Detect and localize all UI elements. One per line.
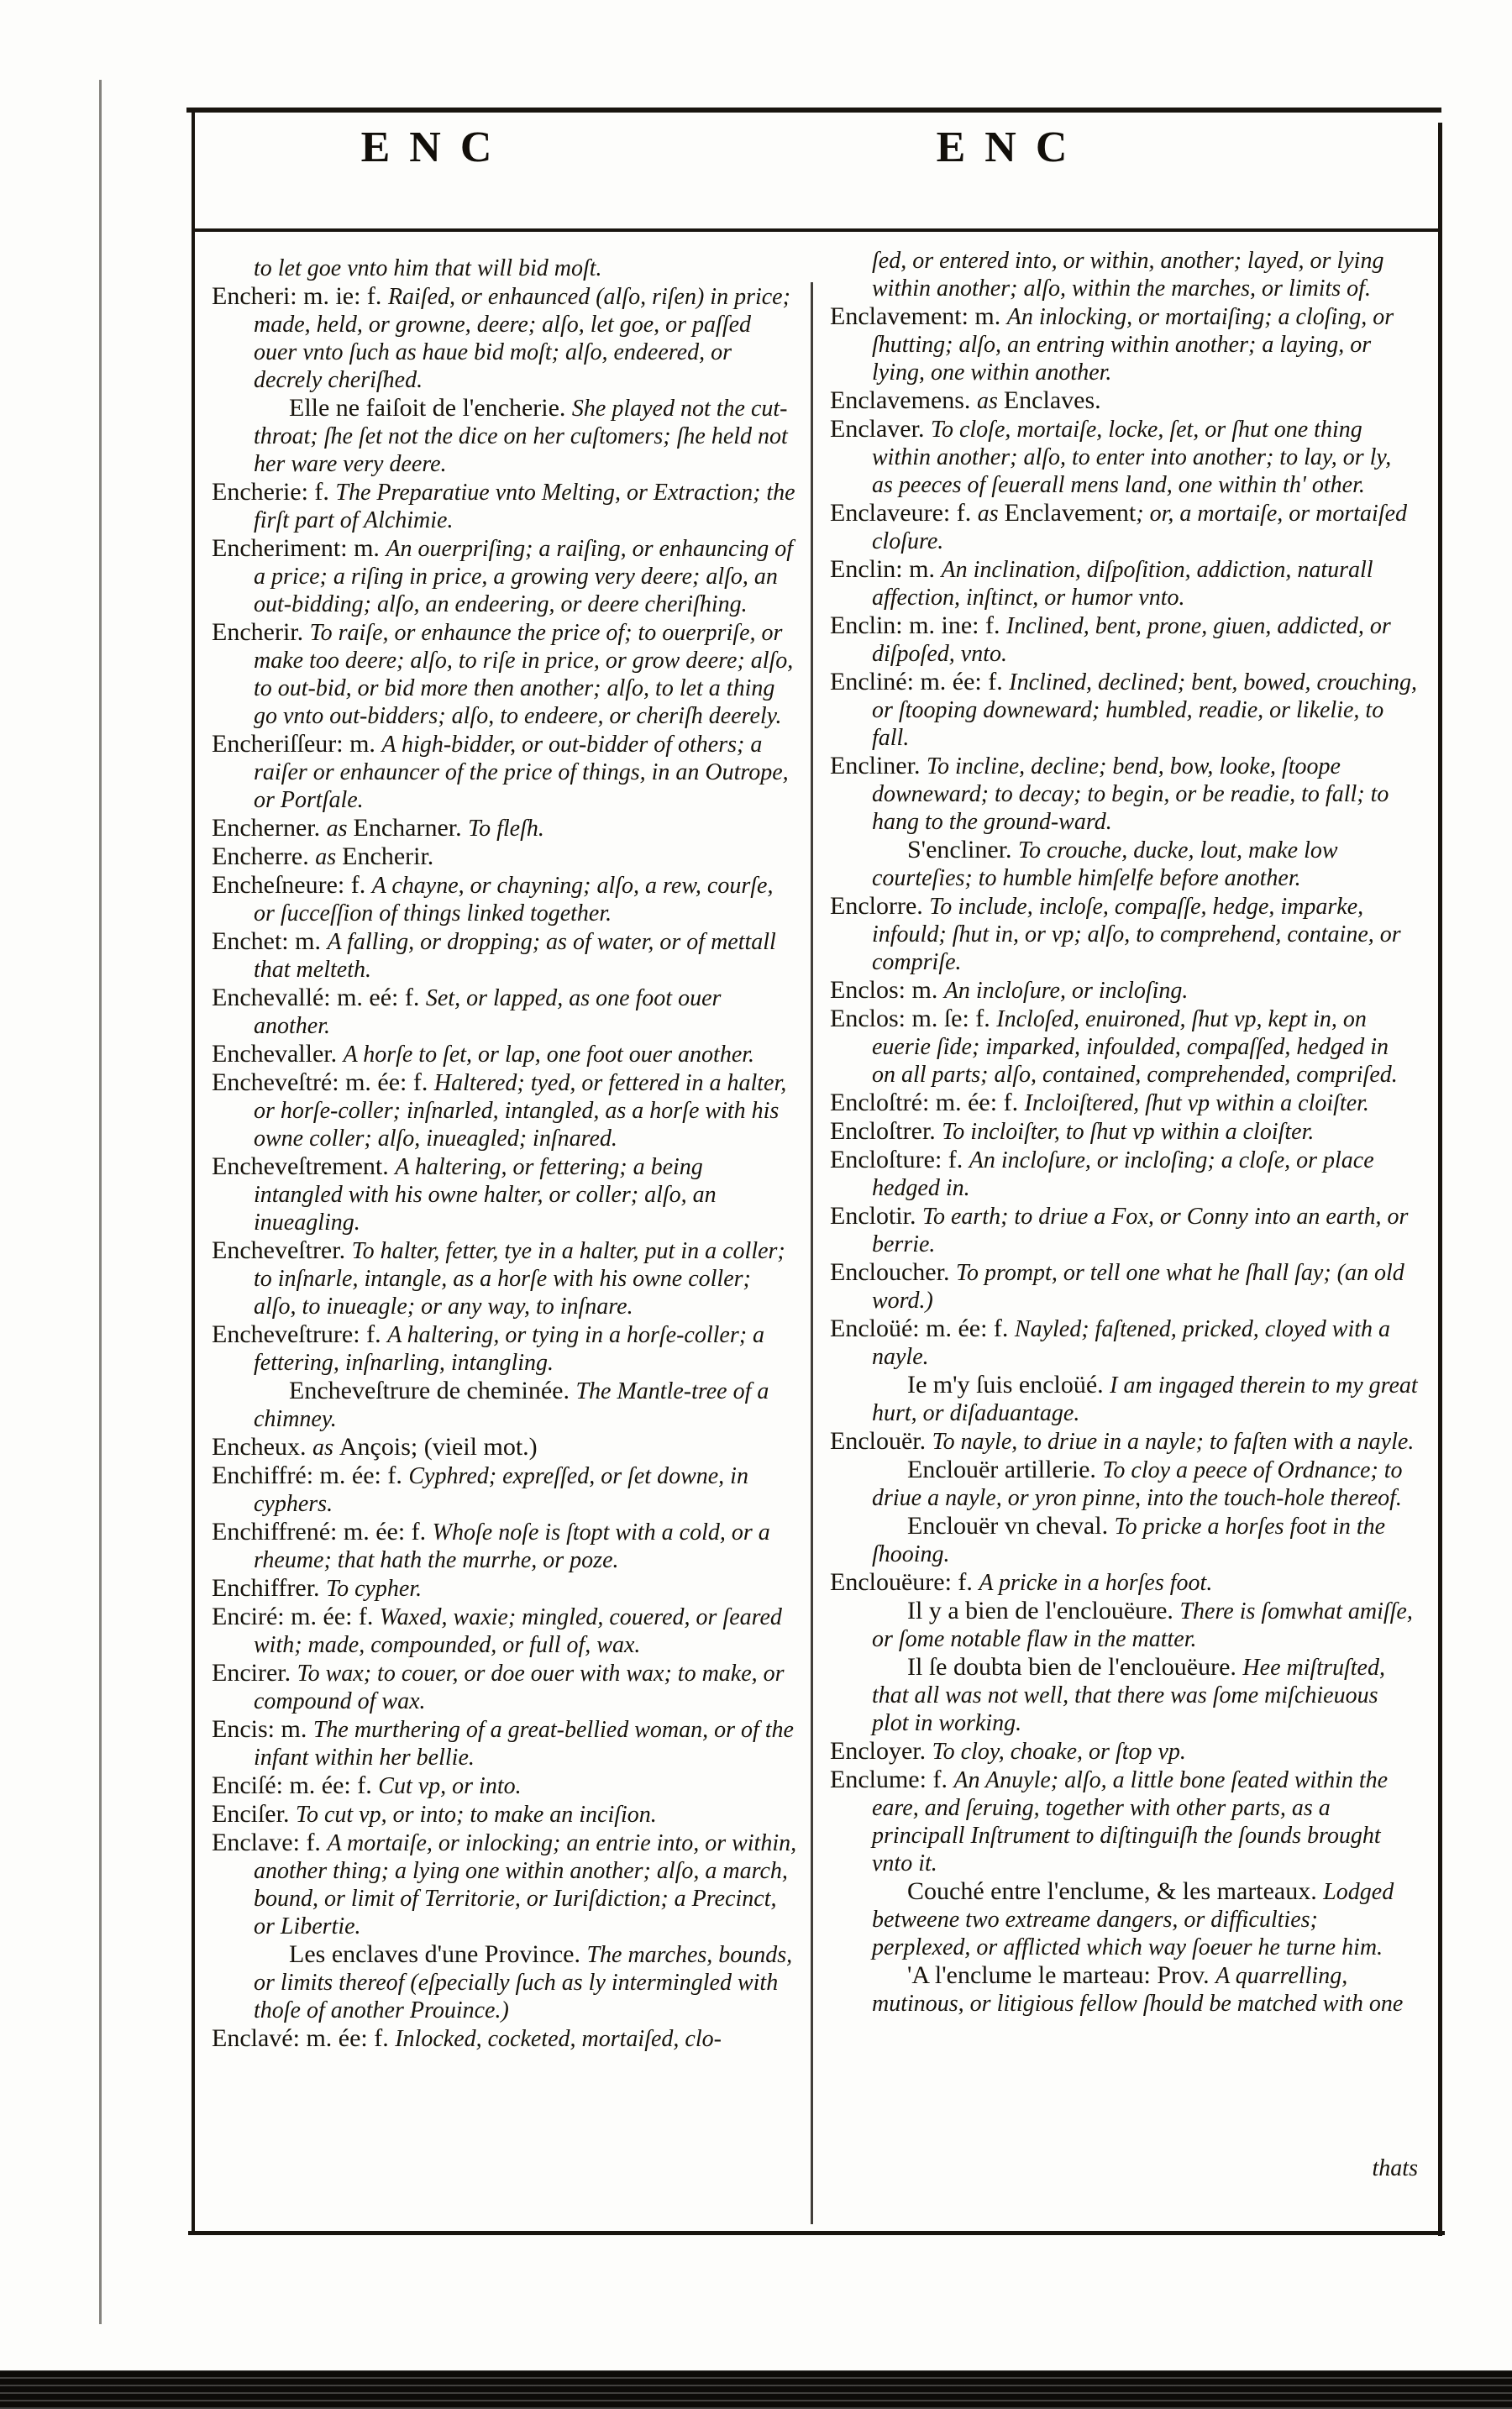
entry-gloss: A quarrelling, mutinous, or litigious fellow ſhould be matched with one <box>872 1963 1404 2017</box>
entry-term: Encheriſſeur: m. <box>212 730 382 758</box>
dict-entry <box>830 668 1418 752</box>
entry-term: Enclavemens. <box>830 386 977 414</box>
entry-gloss: Waxed, waxie; mingled, couered, or ſeared with; made, compounded, or full of, wax. <box>254 1604 782 1658</box>
entry-gloss: Nayled; faſtened, pricked, cloyed with a nayle. <box>872 1316 1391 1370</box>
entry-gloss: A haltering, or tying in a horſe-coller; a fettering, inſnarling, intangling. <box>254 1322 765 1376</box>
dict-entry <box>830 415 1418 499</box>
entry-gloss: An ouerpriſing; a raiſing, or enhauncing of a price; a riſing in price, a growing very deere; alſo, an out-bidding; alſo, an endeering, or deere cheriſhing. <box>254 536 793 617</box>
entry-gloss: Inclined, declined; bent, bowed, crouching, or ſtooping downeward; humbled, readie, or likelie, to fall. <box>872 669 1417 751</box>
entry-term: Encloſture: f. <box>830 1146 969 1173</box>
entry-gloss: An incloſure, or incloſing; a cloſe, or place hedged in. <box>872 1147 1374 1201</box>
entry-term: Enchiffrené: m. ée: f. <box>212 1518 433 1546</box>
dict-entry <box>212 1068 797 1152</box>
entry-gloss: To incline, decline; bend, bow, looke, ſtoope downeward; to decay; to begin, or be readie, to fall; to hang to the ground-ward. <box>872 753 1389 835</box>
entry-term: Enclouër artillerie. <box>907 1456 1103 1483</box>
dict-subentry <box>830 1961 1418 2018</box>
dict-entry <box>212 1771 797 1800</box>
running-head-right: E N C <box>936 123 1072 171</box>
dict-subentry <box>830 1877 1418 1961</box>
entry-gloss: as <box>312 1435 339 1461</box>
entry-term: Encloſtrer. <box>830 1117 942 1145</box>
entry-gloss: Cyphred; expreſſed, or ſet downe, in cyphers. <box>254 1463 748 1517</box>
entry-term: Enclouëure: f. <box>830 1568 979 1596</box>
entry-gloss: To prompt, or tell one what he ſhall ſay; (an old word.) <box>872 1260 1404 1314</box>
scan-bottom-book-edge <box>0 2370 1512 2409</box>
entry-gloss: To nayle, to driue in a nayle; to faſten with a nayle. <box>932 1429 1415 1455</box>
entry-gloss: A chayne, or chayning; alſo, a rew, courſe, or ſucceſſion of things linked together. <box>254 873 774 926</box>
dict-entry <box>830 555 1418 611</box>
dict-entry <box>212 814 797 842</box>
entry-term: Encloſtré: m. ée: f. <box>830 1089 1025 1116</box>
entry-term: Encheveſtrer. <box>212 1236 352 1264</box>
dict-entry <box>830 1089 1418 1117</box>
entry-gloss: A falling, or dropping; as of water, or of mettall that melteth. <box>254 929 776 983</box>
entry-gloss: A haltering, or fettering; a being intangled with his owne halter, or coller; alſo, an inueagling. <box>254 1154 717 1236</box>
entry-continuation <box>212 255 797 282</box>
entry-gloss: An incloſure, or incloſing. <box>943 978 1189 1004</box>
entry-term: Encharner. <box>353 814 469 842</box>
entry-gloss: Hee miſtruſted, that all was not well, that there was ſome miſchieuous plot in working. <box>872 1655 1385 1736</box>
column-left <box>212 255 797 2053</box>
dict-entry <box>830 1202 1418 1258</box>
entry-term: Enclos: m. <box>830 976 944 1004</box>
entry-term: Enciſé: m. ée: f. <box>212 1771 379 1799</box>
entry-term: Enchevallé: m. eé: f. <box>212 984 426 1011</box>
entry-term: Enclaveure: f. <box>830 499 978 527</box>
entry-term: Il y a bien de l'enclouëure. <box>907 1597 1180 1624</box>
dict-entry <box>830 499 1418 555</box>
entry-term: Encloüé: m. ée: f. <box>830 1315 1015 1342</box>
entry-gloss: A high-bidder, or out-bidder of others; a raiſer or enhauncer of the price of things, in an Outrope, or Portſale. <box>254 732 789 813</box>
entry-gloss: To incloiſter, to ſhut vp within a cloiſter. <box>942 1119 1315 1145</box>
dict-entry <box>212 842 797 871</box>
entry-gloss: Inclined, bent, prone, giuen, addicted, or diſpoſed, vnto. <box>872 613 1391 667</box>
entry-gloss: I am ingaged therein to my great hurt, or diſaduantage. <box>872 1372 1418 1426</box>
entry-term: Encherre. <box>212 842 316 870</box>
entry-gloss: To cloſe, mortaiſe, locke, ſet, or ſhut one thing within another; alſo, to enter into another; to lay, or ly, as peeces of ſeuerall mens land, one within th' other. <box>872 417 1392 498</box>
entry-term: Enclume: f. <box>830 1766 954 1793</box>
dict-entry <box>212 1659 797 1715</box>
entry-term: Enclavé: m. ée: f. <box>212 2024 396 2052</box>
dict-entry <box>212 1574 797 1603</box>
dict-entry <box>212 1152 797 1236</box>
entry-gloss: Whoſe noſe is ſtopt with a cold, or a rheume; that hath the murrhe, or poze. <box>254 1519 770 1573</box>
entry-term: Encheri: m. ie: f. <box>212 282 388 310</box>
header-rule <box>193 228 1440 232</box>
entry-term: Encheveſtrure de cheminée. <box>289 1377 576 1404</box>
entry-term: Enchevaller. <box>212 1040 344 1068</box>
entry-term: Encherir. <box>212 618 310 646</box>
dict-entry <box>830 1315 1418 1371</box>
entry-gloss: Haltered; tyed, or fettered in a halter, or horſe-coller; inſnarled, intangled, as a horſe with his owne coller; alſo, inueagled; inſnared. <box>254 1070 787 1152</box>
dict-entry <box>830 1146 1418 1202</box>
entry-term: Enciſer. <box>212 1800 296 1828</box>
dict-subentry <box>830 1597 1418 1653</box>
entry-term: Encherner. <box>212 814 327 842</box>
page-border-left <box>192 108 195 2234</box>
entry-term: Enclos: m. ſe: f. <box>830 1005 997 1032</box>
dict-subentry <box>830 1371 1418 1427</box>
entry-term: Les enclaves d'une Province. <box>289 1940 587 1968</box>
entry-term: Encheveſtrement. <box>212 1152 396 1180</box>
dict-entry <box>212 730 797 814</box>
entry-term: Enclave: f. <box>212 1829 328 1856</box>
entry-gloss: Raiſed, or enhaunced (alſo, riſen) in price; made, held, or growne, deere; alſo, let goe, or paſſed ouer vnto ſuch as haue bid moſt; alſo, endeered, or decrely cheriſhed. <box>254 284 790 393</box>
entry-gloss: Inlocked, cocketed, mortaiſed, clo- <box>395 2026 722 2052</box>
entry-gloss: Set, or lapped, as one foot ouer another. <box>254 985 722 1039</box>
entry-term: Encheriment: m. <box>212 534 386 562</box>
entry-term: Encliné: m. ée: f. <box>830 668 1010 695</box>
dict-entry <box>830 386 1418 415</box>
entry-gloss: To include, incloſe, compaſſe, hedge, imparke, infould; ſhut in, or vp; alſo, to comprehend, containe, or compriſe. <box>872 894 1401 975</box>
column-right <box>830 247 1418 2018</box>
entry-gloss: A pricke in a horſes foot. <box>979 1570 1213 1596</box>
entry-gloss: To cypher. <box>326 1576 423 1602</box>
dict-entry <box>830 1005 1418 1089</box>
dict-entry <box>830 892 1418 976</box>
dict-entry <box>830 1258 1418 1315</box>
dict-entry <box>212 282 797 394</box>
entry-gloss: She played not the cut-throat; ſhe ſet not the dice on her cuſtomers; ſhe held not her ware very deere. <box>254 396 788 477</box>
entry-gloss: Cut vp, or into. <box>378 1773 522 1799</box>
entry-term: Enclorre. <box>830 892 930 920</box>
entry-term: Enciré: m. ée: f. <box>212 1603 380 1630</box>
page-border-bottom <box>188 2231 1445 2235</box>
entry-gloss: To raiſe, or enhaunce the price of; to ouerpriſe, or make too deere; alſo, to riſe in price, or grow deere; alſo, to out-bid, or bid more then another; alſo, to let a thing go vnto out-bidders; alſo, to endeere, or cheriſh deerely. <box>254 620 794 729</box>
entry-gloss: The marches, bounds, or limits thereof (eſpecially ſuch as ly intermingled with thoſe of another Prouince.) <box>254 1942 793 2023</box>
entry-gloss: An inclination, diſpoſition, addiction, naturall affection, inſtinct, or humor vnto. <box>872 557 1373 611</box>
entry-gloss: To wax; to couer, or doe ouer with wax; to make, or compound of wax. <box>254 1661 785 1714</box>
dict-entry <box>212 1320 797 1377</box>
entry-gloss: to let goe vnto him that will bid moſt. <box>254 255 602 281</box>
entry-term: Encheveſtré: m. ée: f. <box>212 1068 434 1096</box>
entry-gloss: To earth; to driue a Fox, or Conny into an earth, or berrie. <box>872 1204 1409 1257</box>
entry-term: Ie m'y ſuis encloüé. <box>907 1371 1110 1399</box>
dict-entry <box>212 1715 797 1771</box>
entry-gloss: as <box>976 388 1004 414</box>
dict-entry <box>212 1462 797 1518</box>
entry-term: Enchiffré: m. ée: f. <box>212 1462 409 1489</box>
dict-entry <box>212 478 797 534</box>
entry-gloss: To cut vp, or into; to make an inciſion. <box>295 1802 657 1828</box>
entry-gloss: To cloy a peece of Ordnance; to driue a nayle, or yron pinne, into the touch-hole thereof. <box>872 1457 1403 1511</box>
catchword: thats <box>1372 2155 1418 2181</box>
entry-gloss: Lodged betweene two extreame dangers, or difficulties; perplexed, or afflicted which way ſoeuer he turne him. <box>872 1879 1394 1960</box>
entry-term: Enclotir. <box>830 1202 922 1230</box>
dict-entry <box>212 1603 797 1659</box>
entry-gloss: An Anuyle; alſo, a little bone ſeated within the eare, and ſeruing, together with other parts, as a principall Inſtrument to diſtinguiſh the ſounds brought vnto it. <box>872 1767 1389 1876</box>
dict-entry <box>212 1829 797 1940</box>
dict-subentry <box>830 1512 1418 1568</box>
entry-gloss: ſed, or entered into, or within, another; layed, or lying within another; alſo, within the marches, or limits of. <box>872 248 1384 302</box>
dict-subentry <box>830 1456 1418 1512</box>
entry-term: Enclin: m. <box>830 555 942 583</box>
entry-gloss: A horſe to ſet, or lap, one foot ouer another. <box>343 1042 755 1068</box>
entry-gloss: Incloiſtered, ſhut vp within a cloiſter. <box>1024 1090 1369 1116</box>
dict-entry <box>830 1737 1418 1766</box>
entry-continuation <box>830 247 1418 302</box>
entry-term: Encheveſtrure: f. <box>212 1320 388 1348</box>
entry-term: Enclaves. <box>1003 386 1101 414</box>
dict-entry <box>212 984 797 1040</box>
dict-subentry <box>212 1377 797 1433</box>
entry-term: Encirer. <box>212 1659 297 1687</box>
entry-term: Encheux. <box>212 1433 312 1461</box>
entry-gloss: There is ſomwhat amiſſe, or ſome notable flaw in the matter. <box>872 1598 1413 1652</box>
entry-gloss: An inlocking, or mortaiſing; a cloſing, or ſhutting; alſo, an entring within another; a laying, or lying, one within another. <box>872 304 1394 386</box>
dict-entry <box>830 1427 1418 1456</box>
dict-subentry <box>830 836 1418 892</box>
dict-subentry <box>212 1940 797 2024</box>
entry-term: Encherir. <box>342 842 434 870</box>
entry-gloss: To crouche, ducke, lout, make low courteſies; to humble himſelfe before another. <box>872 837 1338 891</box>
entry-term: Ançois; (vieil mot.) <box>339 1433 538 1461</box>
entry-term: Enchiffrer. <box>212 1574 327 1602</box>
column-divider-rule <box>811 282 813 2224</box>
dict-entry <box>212 618 797 730</box>
entry-term: Couché entre l'enclume, & les marteaux. <box>907 1877 1324 1905</box>
entry-term: Encis: m. <box>212 1715 313 1743</box>
dict-entry <box>212 1236 797 1320</box>
entry-term: Enclouër vn cheval. <box>907 1512 1115 1540</box>
entry-term: Encliner. <box>830 752 927 779</box>
entry-term: S'encliner. <box>907 836 1019 863</box>
entry-gloss: Incloſed, enuironed, ſhut vp, kept in, on euerie ſide; imparked, infoulded, compaſſed, hedged in on all parts; alſo, contained, comprehended, compriſed. <box>872 1006 1398 1088</box>
dict-subentry <box>212 394 797 478</box>
entry-term: Enchet: m. <box>212 927 328 955</box>
entry-term: Elle ne faiſoit de l'encherie. <box>289 394 572 422</box>
dict-entry <box>212 1518 797 1574</box>
dict-entry <box>830 976 1418 1005</box>
entry-term: Il ſe doubta bien de l'enclouëure. <box>907 1653 1243 1681</box>
entry-term: 'A l'enclume le marteau: Prov. <box>907 1961 1216 1989</box>
entry-term: Enclavement <box>1004 499 1137 527</box>
dict-entry <box>830 1568 1418 1597</box>
dict-entry <box>212 1040 797 1068</box>
entry-gloss: The Mantle-tree of a chimney. <box>254 1378 769 1432</box>
entry-term: Encloyer. <box>830 1737 932 1765</box>
entry-term: Enclouër. <box>830 1427 932 1455</box>
entry-gloss: as <box>977 501 1005 527</box>
entry-gloss: as <box>326 816 354 842</box>
dict-entry <box>212 871 797 927</box>
entry-term: Encloucher. <box>830 1258 956 1286</box>
entry-gloss: The Preparatiue vnto Melting, or Extraction; the firſt part of Alchimie. <box>254 480 795 533</box>
dict-entry <box>212 1433 797 1462</box>
dict-entry <box>830 752 1418 836</box>
scan-page-edge-shadow <box>99 80 102 2324</box>
dict-entry <box>830 302 1418 386</box>
entry-gloss: The murthering of a great-bellied woman, or of the infant within her bellie. <box>254 1717 794 1771</box>
entry-gloss: as <box>315 844 343 870</box>
entry-term: Enclin: m. ine: f. <box>830 611 1006 639</box>
entry-gloss: ; or, a mortaiſe, or mortaiſed cloſure. <box>872 501 1408 554</box>
entry-gloss: To cloy, choake, or ſtop vp. <box>932 1739 1186 1765</box>
entry-gloss: A mortaiſe, or inlocking; an entrie into, or within, another thing; a lying one within another; alſo, a march, bound, or limit of Territorie, or Iuriſdiction; a Precinct, or Libertie. <box>254 1830 797 1939</box>
page-border-top <box>186 108 1441 113</box>
dict-entry <box>212 927 797 984</box>
page-border-right <box>1438 123 1442 2236</box>
dict-entry <box>212 1800 797 1829</box>
running-head-left: E N C <box>360 123 496 171</box>
dict-entry <box>830 611 1418 668</box>
entry-term: Encherie: f. <box>212 478 336 506</box>
entry-gloss: To fleſh. <box>468 816 544 842</box>
dict-entry <box>212 534 797 618</box>
dict-entry <box>830 1766 1418 1877</box>
entry-gloss: To pricke a horſes foot in the ſhooing. <box>872 1514 1386 1567</box>
dict-subentry <box>830 1653 1418 1737</box>
entry-term: Enclavement: m. <box>830 302 1007 330</box>
dict-entry <box>830 1117 1418 1146</box>
dict-entry <box>212 2024 797 2053</box>
entry-gloss: To halter, fetter, tye in a halter, put in a coller; to inſnarle, intangle, as a horſe with his owne coller; alſo, to inueagle; or any way, to inſnare. <box>254 1238 785 1320</box>
entry-term: Enclaver. <box>830 415 931 443</box>
entry-term: Encheſneure: f. <box>212 871 372 899</box>
